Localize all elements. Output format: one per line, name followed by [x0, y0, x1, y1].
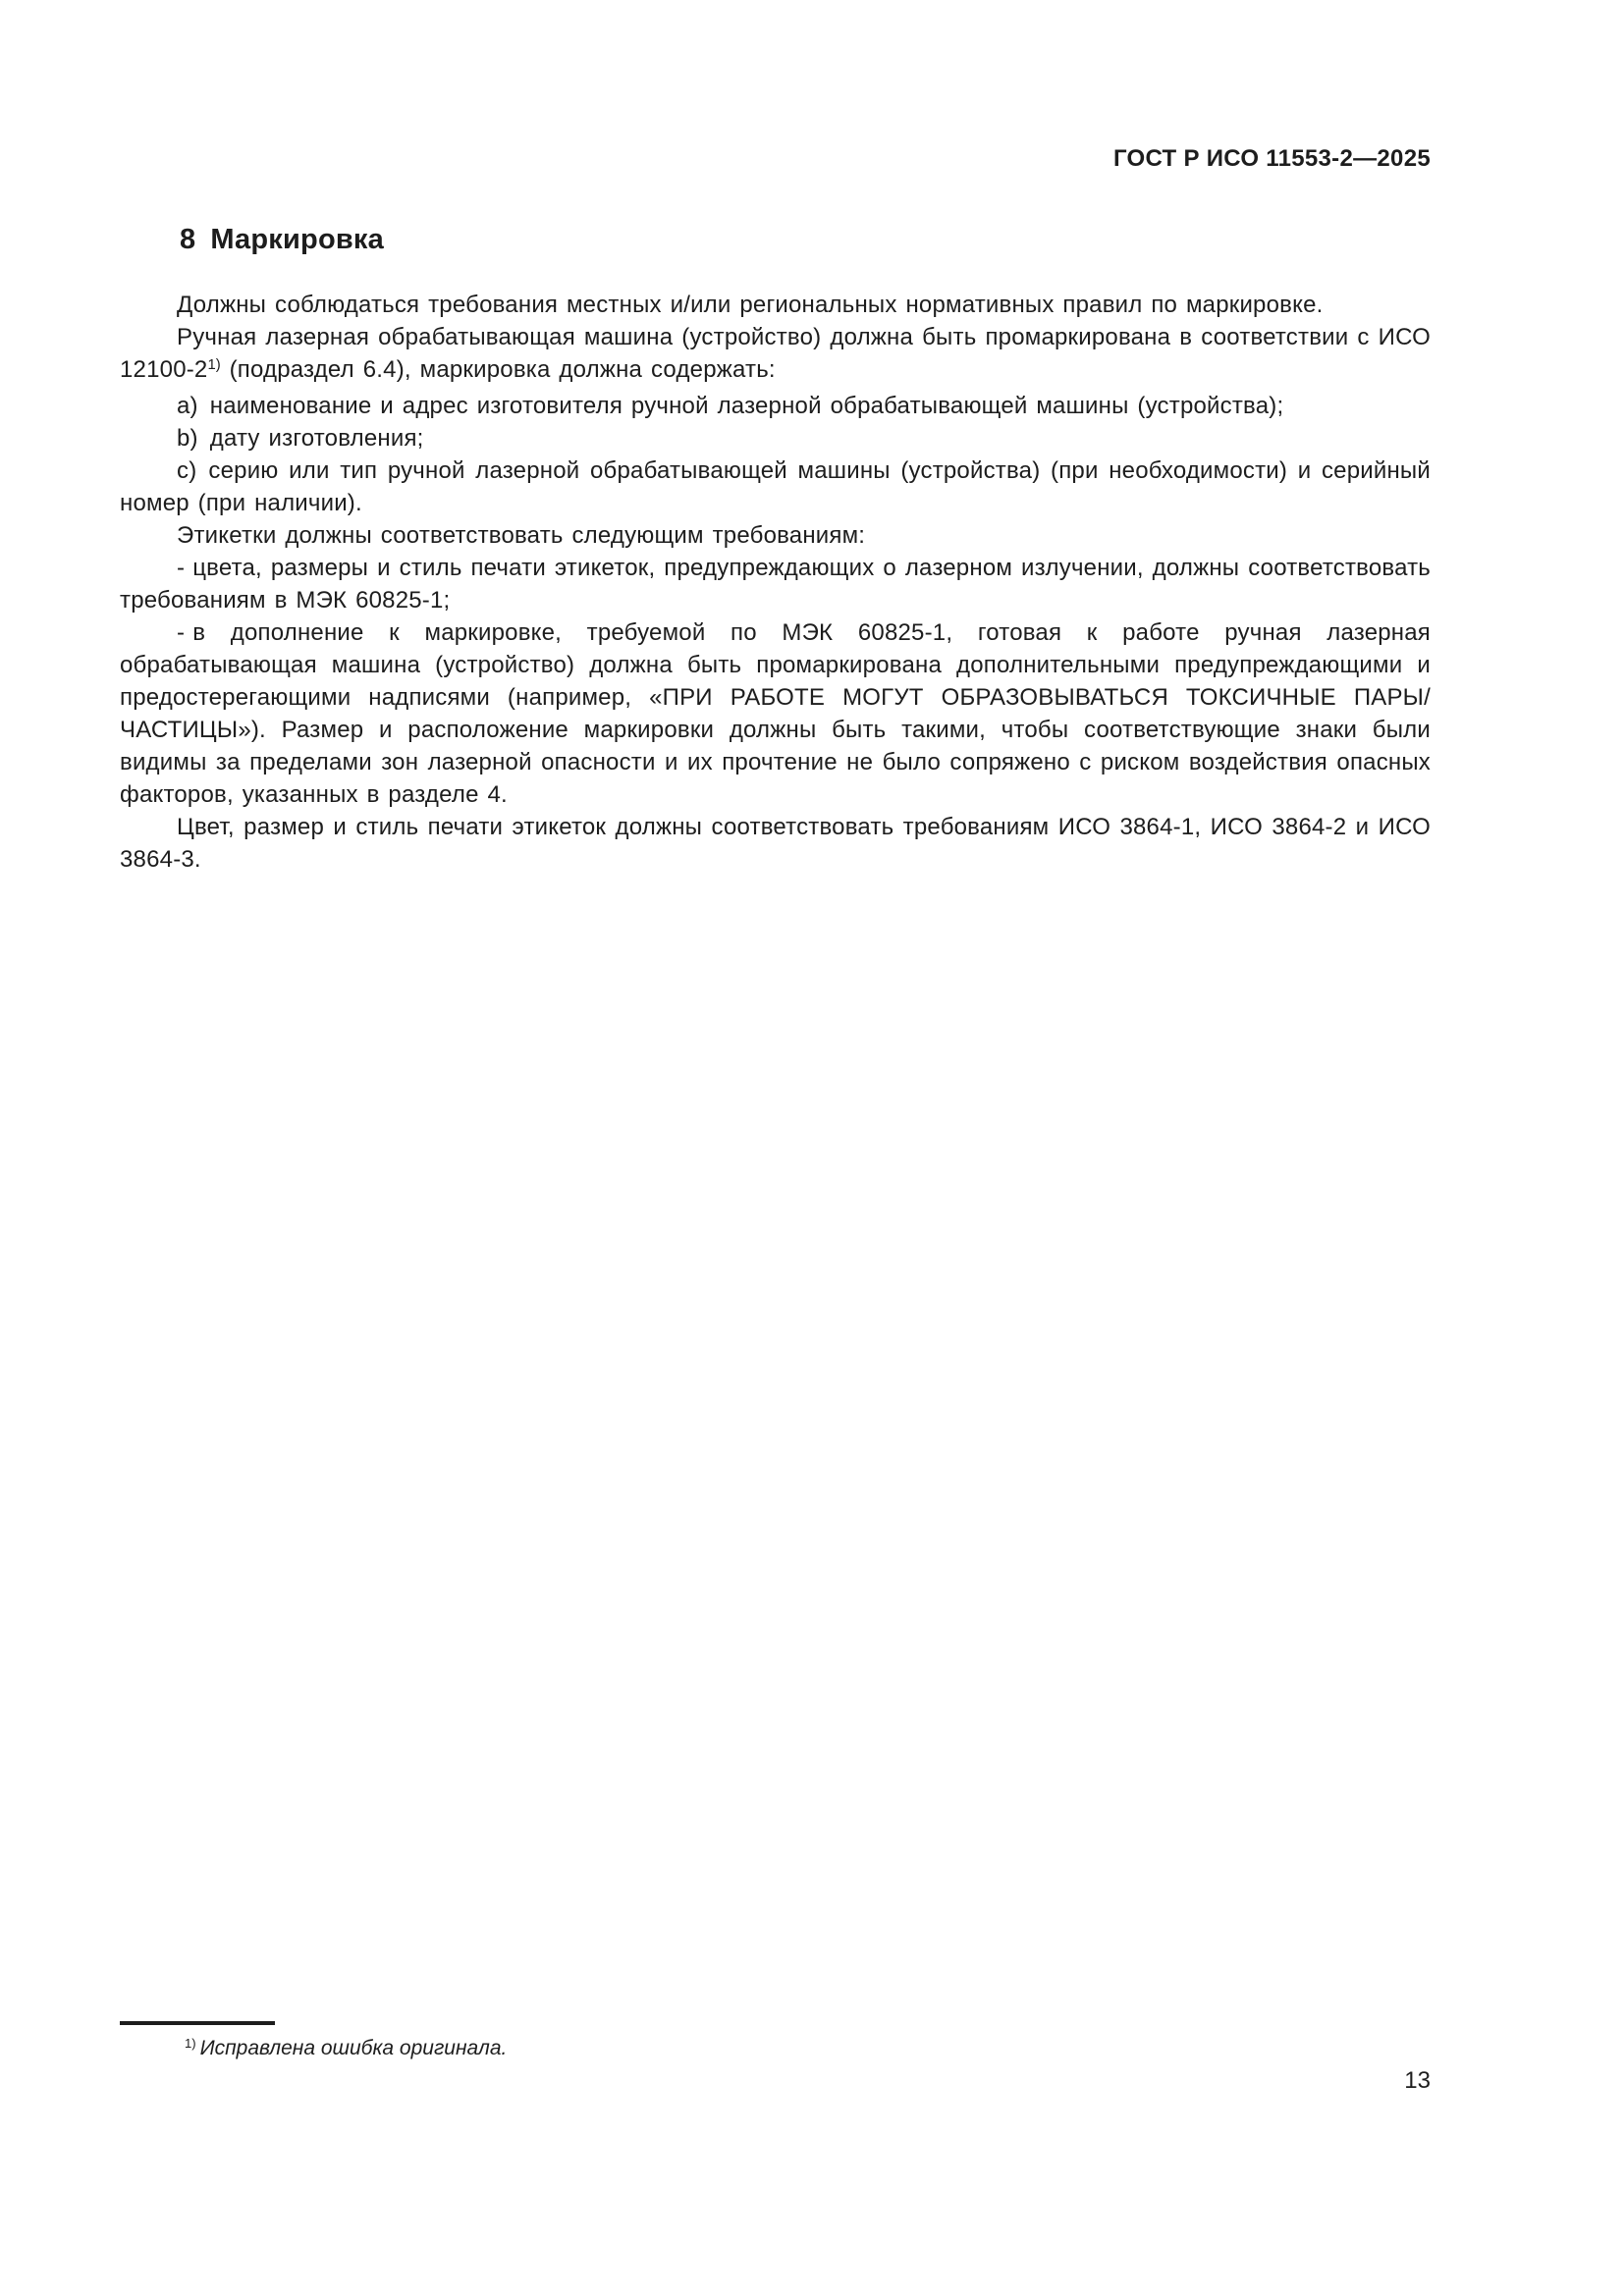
document-code-header: ГОСТ Р ИСО 11553-2—2025 — [1112, 145, 1431, 172]
paragraph-text: Ручная лазерная обрабатывающая машина (устройство) должна быть промаркирована в соответствии с ИСО 12100-2 — [120, 324, 1431, 383]
section-number: 8 — [180, 224, 196, 255]
paragraph-text: (подраздел 6.4), маркировка должна содержать: — [220, 356, 776, 383]
list-item-c — [120, 454, 1431, 519]
dash-item-text: в дополнение к маркировке, требуемой по МЭК 60825-1, готовая к работе ручная лазерная обрабатывающая машина (устройство) должна быть промаркирована дополнительными предупреждающими и предостерегающими надписями (например, «ПРИ РАБОТЕ МОГУТ ОБРАЗОВЫВАТЬСЯ ТОКСИЧНЫЕ ПАРЫ/ЧАСТИЦЫ»). Размер и расположение маркировки должны быть такими, чтобы соответствующие знаки были видимы за пределами зон лазерной опасности и их прочтение не было сопряжено с риском воздействия опасных факторов, указанных в разделе 4. — [120, 619, 1431, 808]
list-item-text: дату изготовления; — [209, 425, 424, 452]
footnote-rule — [120, 2021, 275, 2025]
dash-item-marker: - — [177, 555, 186, 581]
section-body — [120, 289, 1431, 876]
paragraph-labels-intro: Этикетки должны соответствовать следующим требованиям: — [177, 522, 866, 549]
footnote-block — [120, 2021, 1431, 2064]
list-item-a — [120, 390, 1431, 422]
list-item-label: a) — [177, 393, 198, 419]
paragraph-iso-3864: Цвет, размер и стиль печати этикеток должны соответствовать требованиям ИСО 3864-1, ИСО 3864-2 и ИСО 3864-3. — [120, 814, 1431, 873]
page-number: 13 — [1404, 2067, 1431, 2094]
footnote — [120, 2035, 1431, 2064]
footnote-text: Исправлена ошибка оригинала. — [199, 2037, 508, 2059]
list-item-label: b) — [177, 425, 198, 452]
list-item-text: наименование и адрес изготовителя ручной лазерной обрабатывающей машины (устройства); — [209, 393, 1284, 419]
paragraph-marking-rules: Должны соблюдаться требования местных и/или региональных нормативных правил по маркировке. — [177, 292, 1324, 318]
paragraph-iso-12100 — [120, 321, 1431, 390]
dash-item-text: цвета, размеры и стиль печати этикеток, предупреждающих о лазерном излучении, должны соответствовать требованиям в МЭК 60825-1; — [120, 555, 1431, 614]
dash-item-colors — [120, 552, 1431, 616]
list-item-text: серию или тип ручной лазерной обрабатывающей машины (устройства) (при необходимости) и серийный номер (при наличии). — [120, 457, 1431, 516]
dash-item-marker: - — [177, 619, 186, 646]
footnote-marker: 1) — [185, 2035, 196, 2051]
list-item-label: c) — [177, 457, 197, 484]
section-title: Маркировка — [210, 224, 384, 255]
list-item-b — [120, 422, 1431, 454]
dash-item-additional-marking — [120, 616, 1431, 811]
section-heading — [180, 224, 384, 256]
footnote-reference: 1) — [207, 356, 221, 373]
